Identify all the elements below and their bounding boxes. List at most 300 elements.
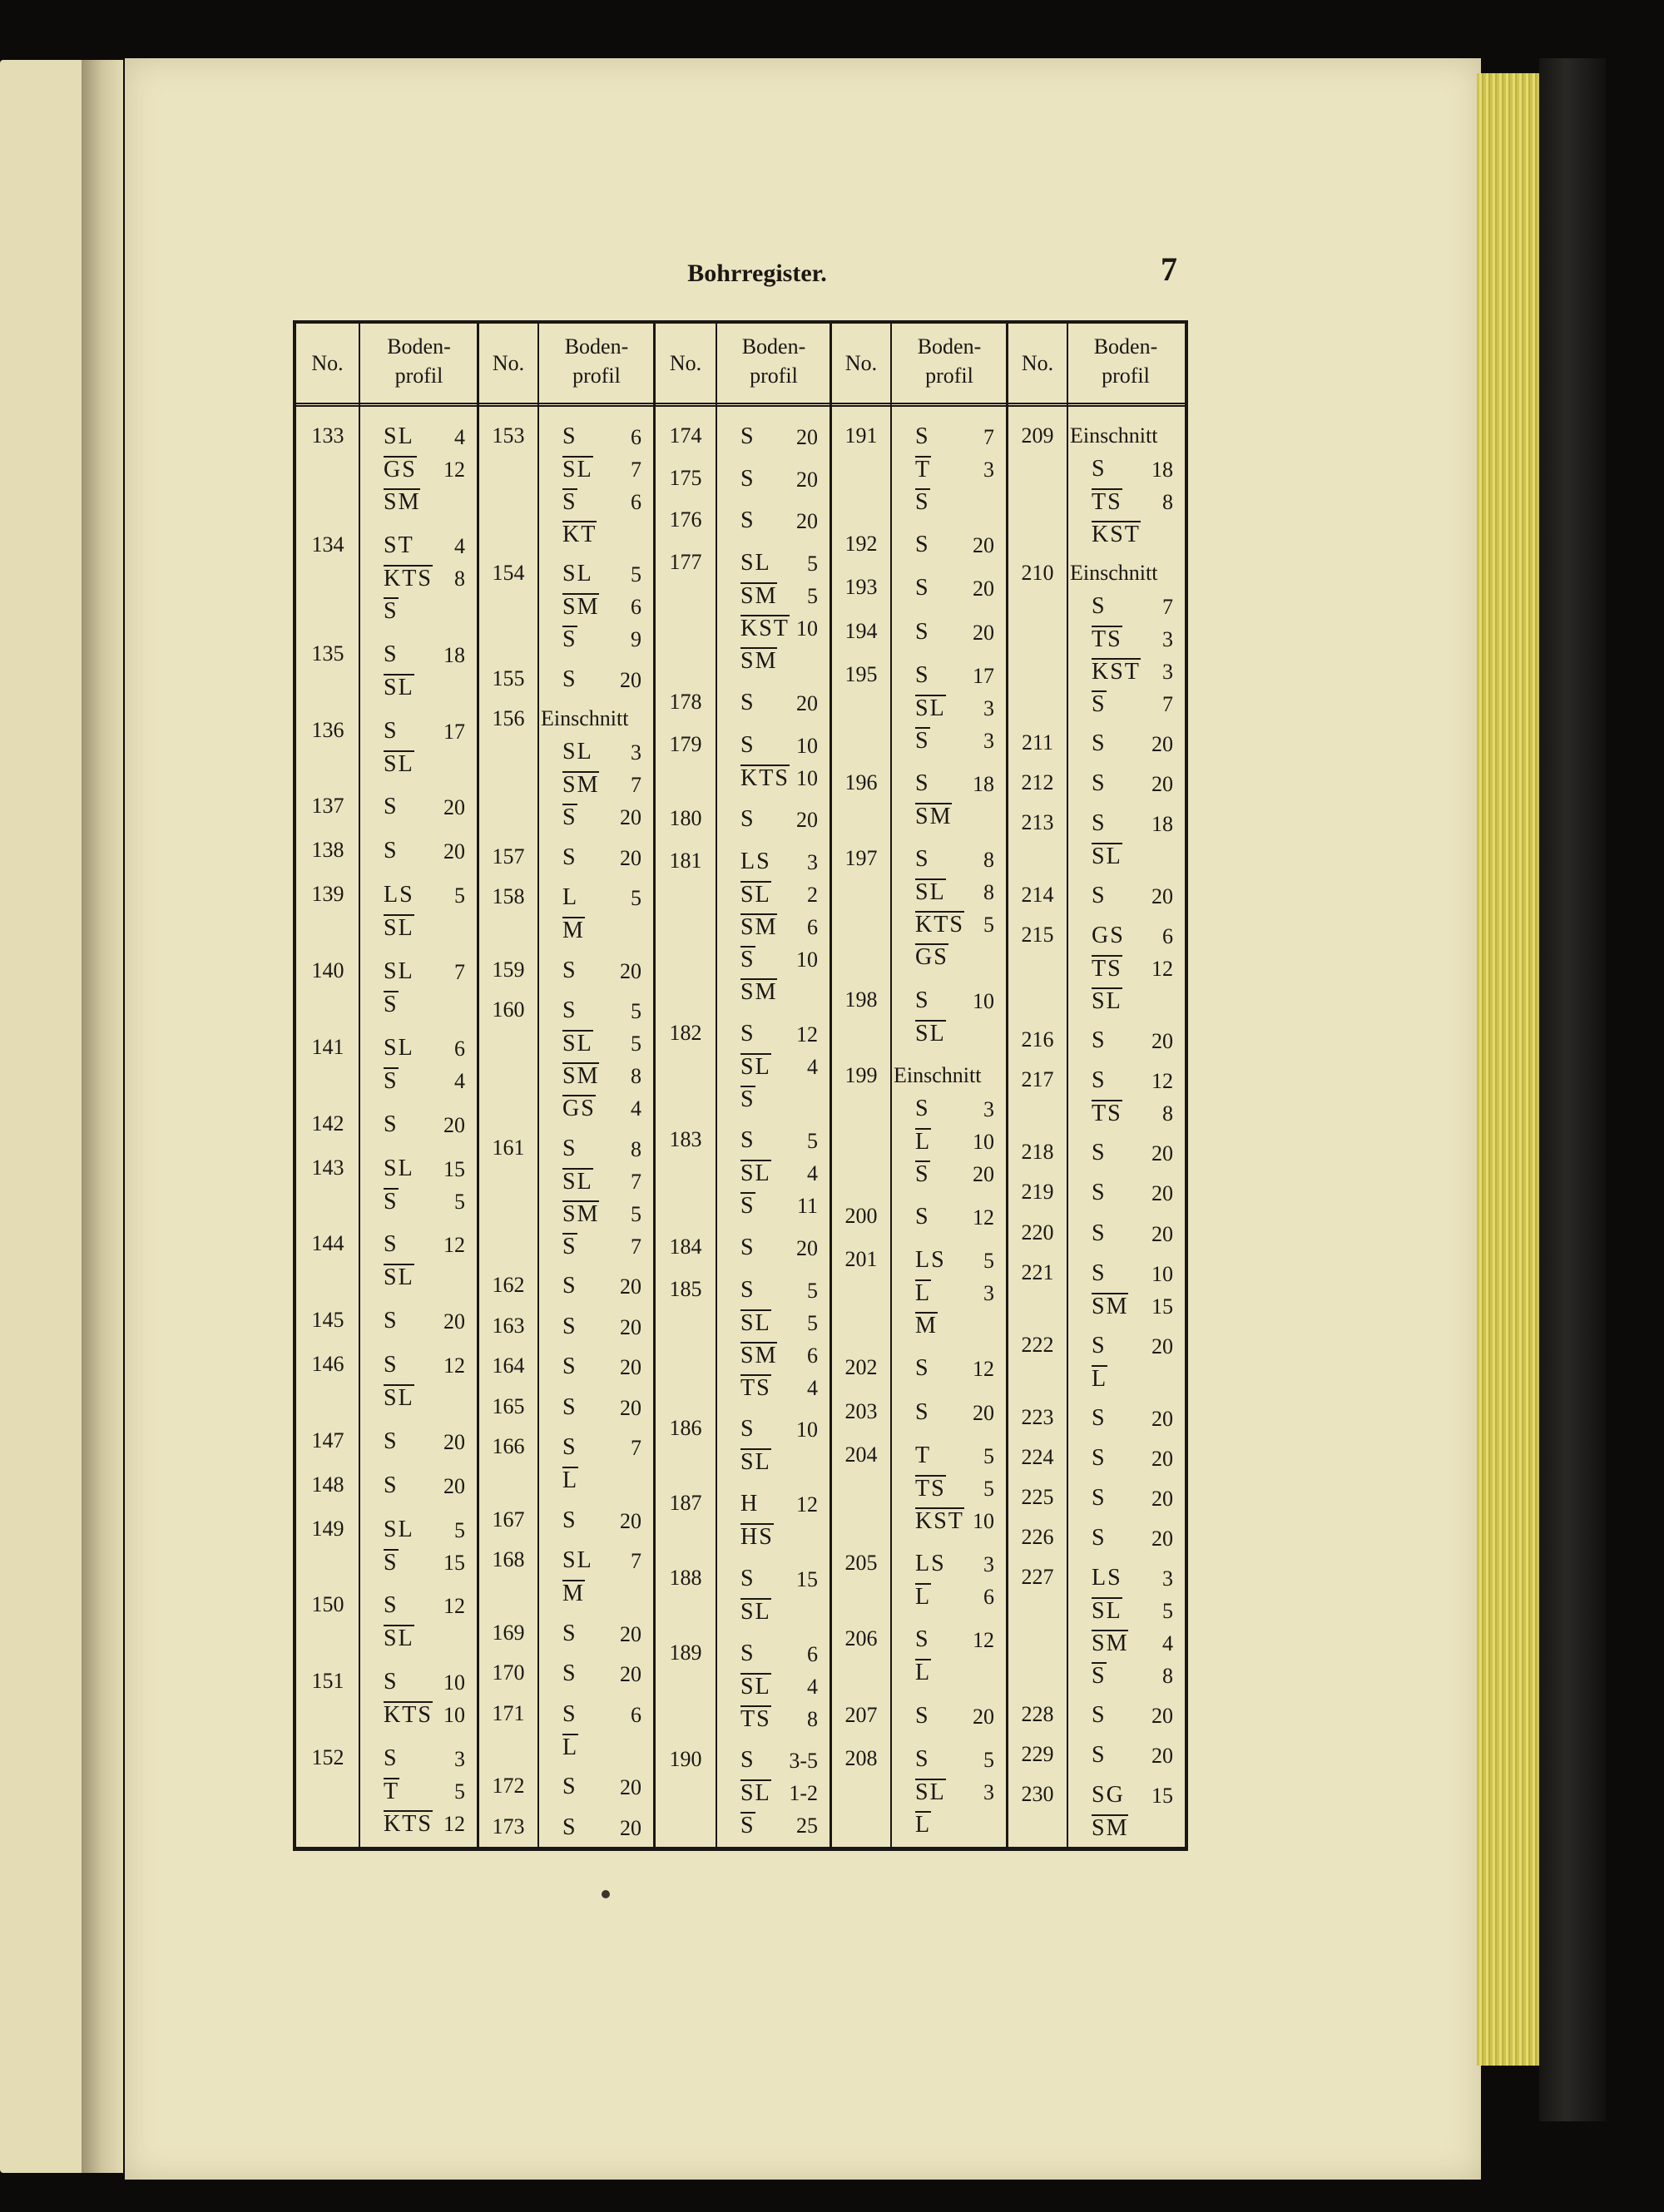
soil-symbol: M: [562, 1581, 585, 1607]
layer-thickness: 5: [631, 1032, 641, 1057]
soil-symbol: SL: [384, 1155, 414, 1181]
soil-symbol: LS: [1092, 1564, 1122, 1591]
left-page-edge: [0, 60, 83, 2173]
layer-thickness: 3: [983, 1096, 994, 1121]
soil-symbol: S: [384, 1592, 399, 1619]
soil-symbol: S: [384, 1669, 399, 1695]
layer-thickness: 20: [443, 795, 465, 820]
layer-thickness: 8: [1162, 1663, 1173, 1688]
boring-number: 218: [1021, 1140, 1054, 1165]
soil-symbol: L: [562, 1467, 579, 1494]
layer-thickness: 10: [973, 988, 994, 1013]
soil-symbol: SL: [562, 1547, 593, 1574]
layer-thickness: 7: [983, 425, 994, 449]
layer-thickness: 20: [1151, 732, 1173, 757]
soil-symbol: S: [915, 661, 930, 688]
soil-symbol: SL: [740, 1160, 771, 1187]
layer-thickness: 5: [454, 1517, 465, 1542]
layer-thickness: 10: [796, 733, 818, 758]
profile-note: Einschnitt: [1070, 423, 1158, 448]
layer-thickness: 20: [620, 1775, 641, 1800]
layer-thickness: 3: [983, 728, 994, 753]
soil-symbol: S: [384, 1549, 399, 1576]
soil-symbol: S: [915, 1095, 930, 1121]
layer-thickness: 5: [807, 552, 818, 577]
soil-symbol: S: [562, 1434, 577, 1461]
soil-symbol: S: [562, 1660, 577, 1687]
layer-thickness: 5: [1162, 1598, 1173, 1623]
soil-symbol: TS: [740, 1705, 771, 1732]
boring-number: 175: [669, 465, 702, 490]
soil-symbol: S: [740, 1565, 755, 1591]
soil-symbol: SL: [384, 674, 414, 700]
running-head: Bohrregister.: [687, 260, 827, 287]
soil-symbol: SL: [915, 1779, 946, 1805]
soil-symbol: S: [740, 1813, 755, 1839]
boring-number: 142: [311, 1111, 344, 1136]
soil-symbol: SM: [562, 594, 600, 621]
layer-thickness: 20: [620, 1274, 641, 1299]
layer-thickness: 20: [973, 533, 994, 558]
layer-thickness: 5: [454, 1189, 465, 1214]
soil-symbol: S: [1092, 730, 1107, 757]
layer-thickness: 20: [1151, 1526, 1173, 1551]
layer-thickness: 20: [443, 1112, 465, 1137]
layer-thickness: 3-5: [789, 1749, 818, 1774]
soil-symbol: S: [915, 846, 930, 873]
soil-symbol: KST: [1092, 659, 1141, 685]
boring-number: 178: [669, 689, 702, 714]
header-bodenprofil: [890, 332, 1008, 390]
boring-number: 160: [492, 997, 525, 1022]
boring-number: 144: [311, 1231, 344, 1256]
boring-number: 221: [1021, 1259, 1054, 1284]
layer-thickness: 4: [454, 533, 465, 558]
soil-symbol: GS: [915, 944, 948, 971]
bohrregister-table: [293, 320, 1188, 1851]
column-header: [296, 324, 477, 407]
layer-thickness: 3: [983, 1552, 994, 1577]
boring-number: 225: [1021, 1484, 1054, 1509]
boring-number: 183: [669, 1127, 702, 1152]
boring-number: 219: [1021, 1180, 1054, 1205]
boring-number: 138: [311, 838, 344, 863]
layer-thickness: 4: [807, 1161, 818, 1186]
layer-thickness: 8: [1162, 1101, 1173, 1126]
soil-symbol: SM: [1092, 1293, 1129, 1319]
header-bodenprofil: [1067, 332, 1185, 390]
layer-thickness: 20: [796, 467, 818, 492]
layer-thickness: 20: [620, 667, 641, 692]
soil-symbol: L: [915, 1280, 932, 1307]
soil-symbol: S: [562, 1393, 577, 1420]
soil-symbol: SM: [1092, 1630, 1129, 1656]
column-separator: [716, 324, 717, 1847]
soil-symbol: SM: [562, 1063, 600, 1090]
soil-symbol: S: [915, 532, 930, 558]
layer-thickness: 20: [1151, 1406, 1173, 1431]
soil-symbol: SL: [384, 1385, 414, 1412]
soil-symbol: S: [562, 1814, 577, 1840]
soil-symbol: SM: [1092, 1814, 1129, 1841]
layer-thickness: 15: [443, 1550, 465, 1575]
soil-symbol: S: [1092, 1701, 1107, 1728]
layer-thickness: 3: [983, 695, 994, 720]
soil-symbol: S: [1092, 1067, 1107, 1094]
layer-thickness: 4: [807, 1375, 818, 1400]
header-bodenprofil-line1: Boden-: [741, 334, 806, 359]
layer-thickness: 10: [973, 1129, 994, 1154]
layer-thickness: 20: [620, 1508, 641, 1533]
boring-number: 196: [844, 770, 878, 795]
soil-symbol: S: [915, 1398, 930, 1425]
header-bodenprofil-line1: Boden-: [917, 334, 982, 359]
soil-symbol: T: [384, 1779, 400, 1805]
soil-symbol: SM: [740, 978, 778, 1005]
boring-number: 199: [844, 1062, 878, 1087]
soil-symbol: S: [915, 1626, 930, 1653]
layer-thickness: 10: [796, 947, 818, 972]
boring-number: 143: [311, 1155, 344, 1180]
layer-thickness: 5: [983, 1476, 994, 1501]
soil-symbol: SL: [915, 879, 946, 906]
header-bodenprofil-line1: Boden-: [1093, 334, 1158, 359]
boring-number: 194: [844, 618, 878, 643]
soil-symbol: KST: [1092, 522, 1141, 547]
column-separator: [537, 324, 539, 1847]
layer-thickness: 18: [1151, 458, 1173, 482]
soil-symbol: S: [1092, 770, 1107, 797]
boring-number: 135: [311, 641, 344, 666]
boring-number: 202: [844, 1355, 878, 1380]
soil-symbol: S: [1092, 1220, 1107, 1246]
column-separator: [890, 324, 892, 1847]
soil-symbol: S: [915, 987, 930, 1013]
soil-symbol: SL: [384, 1034, 414, 1061]
layer-thickness: 18: [1151, 812, 1173, 837]
column-group-2: [479, 324, 656, 1847]
column-header: [1008, 324, 1185, 407]
soil-symbol: S: [384, 641, 399, 667]
layer-thickness: 12: [443, 1594, 465, 1619]
layer-thickness: 12: [796, 1022, 818, 1047]
soil-symbol: TS: [1092, 626, 1122, 653]
soil-symbol: S: [562, 666, 577, 692]
soil-symbol: S: [562, 1353, 577, 1380]
boring-number: 162: [492, 1273, 525, 1298]
soil-symbol: KTS: [384, 1811, 433, 1838]
boring-number: 165: [492, 1393, 525, 1418]
boring-number: 210: [1021, 561, 1054, 586]
soil-symbol: S: [1092, 456, 1107, 482]
soil-symbol: TS: [915, 1475, 946, 1502]
layer-thickness: 20: [620, 1815, 641, 1840]
soil-symbol: SM: [740, 913, 778, 940]
layer-thickness: 5: [983, 1249, 994, 1274]
boring-number: 188: [669, 1565, 702, 1590]
layer-thickness: 8: [631, 1064, 641, 1089]
layer-thickness: 10: [796, 616, 818, 641]
soil-symbol: S: [915, 1355, 930, 1382]
boring-number: 184: [669, 1235, 702, 1259]
soil-symbol: S: [915, 618, 930, 645]
soil-symbol: S: [1092, 1259, 1107, 1286]
header-no: No.: [669, 351, 702, 375]
layer-thickness: 6: [631, 490, 641, 514]
soil-symbol: T: [915, 457, 932, 482]
boring-number: 148: [311, 1472, 344, 1497]
layer-thickness: 5: [807, 1310, 818, 1335]
soil-symbol: L: [915, 1811, 932, 1838]
soil-symbol: S: [740, 423, 755, 449]
layer-thickness: 11: [796, 1194, 818, 1219]
soil-symbol: SL: [562, 739, 593, 765]
layer-thickness: 20: [620, 1662, 641, 1687]
boring-number: 211: [1021, 730, 1054, 755]
boring-number: 169: [492, 1620, 525, 1645]
header-no: No.: [1021, 351, 1054, 375]
soil-symbol: S: [384, 794, 399, 820]
soil-symbol: SL: [740, 1673, 771, 1700]
soil-symbol: SM: [915, 804, 953, 830]
layer-thickness: 3: [983, 1779, 994, 1804]
soil-symbol: S: [384, 717, 399, 744]
layer-thickness: 5: [983, 913, 994, 938]
column-separator: [1067, 324, 1068, 1847]
soil-symbol: GS: [562, 1096, 596, 1122]
layer-thickness: 15: [1151, 1294, 1173, 1319]
layer-thickness: 20: [620, 1621, 641, 1646]
boring-number: 176: [669, 507, 702, 532]
layer-thickness: 7: [1162, 595, 1173, 620]
layer-thickness: 4: [631, 1096, 641, 1121]
layer-thickness: 20: [796, 1236, 818, 1261]
soil-symbol: SL: [384, 750, 414, 777]
boring-number: 180: [669, 806, 702, 831]
layer-thickness: 20: [973, 620, 994, 645]
column-header: [832, 324, 1006, 407]
layer-thickness: 1-2: [789, 1781, 818, 1806]
soil-symbol: SL: [384, 1264, 414, 1291]
soil-symbol: TS: [1092, 1101, 1122, 1127]
layer-thickness: 20: [796, 509, 818, 534]
layer-thickness: 10: [796, 765, 818, 790]
profile-note: Einschnitt: [894, 1062, 982, 1087]
boring-number: 167: [492, 1507, 525, 1532]
layer-thickness: 8: [807, 1706, 818, 1731]
layer-thickness: 20: [620, 1395, 641, 1420]
boring-number: 186: [669, 1416, 702, 1441]
header-bodenprofil-line2: profil: [394, 364, 443, 388]
soil-symbol: S: [384, 1111, 399, 1137]
soil-symbol: S: [562, 844, 577, 870]
soil-symbol: SL: [384, 423, 414, 449]
boring-number: 155: [492, 666, 525, 690]
soil-symbol: S: [562, 489, 577, 515]
boring-number: 166: [492, 1434, 525, 1459]
layer-thickness: 20: [1151, 1446, 1173, 1471]
soil-symbol: L: [1092, 1365, 1108, 1392]
header-no: No.: [844, 351, 878, 375]
layer-thickness: 10: [443, 1703, 465, 1728]
layer-thickness: 3: [1162, 1566, 1173, 1591]
boring-number: 152: [311, 1745, 344, 1770]
soil-symbol: S: [915, 1745, 930, 1772]
soil-symbol: SL: [1092, 844, 1122, 870]
soil-symbol: SL: [562, 1168, 593, 1195]
boring-number: 207: [844, 1702, 878, 1727]
soil-symbol: S: [1092, 1741, 1107, 1768]
soil-symbol: S: [740, 465, 755, 492]
layer-thickness: 5: [631, 999, 641, 1024]
layer-thickness: 20: [1151, 1181, 1173, 1206]
boring-number: 163: [492, 1313, 525, 1338]
boring-number: 190: [669, 1747, 702, 1772]
layer-thickness: 7: [631, 1549, 641, 1574]
soil-symbol: T: [915, 1442, 932, 1468]
layer-thickness: 17: [973, 663, 994, 688]
boring-number: 200: [844, 1204, 878, 1228]
header-no: No.: [311, 351, 344, 375]
layer-thickness: 20: [1151, 1221, 1173, 1246]
soil-symbol: S: [740, 1640, 755, 1666]
layer-thickness: 12: [973, 1205, 994, 1230]
soil-symbol: S: [562, 1507, 577, 1533]
layer-thickness: 10: [973, 1508, 994, 1533]
soil-symbol: SL: [1092, 988, 1122, 1015]
boring-number: 185: [669, 1276, 702, 1301]
layer-thickness: 12: [443, 458, 465, 482]
soil-symbol: S: [562, 1700, 577, 1727]
boring-number: 177: [669, 550, 702, 575]
soil-symbol: S: [384, 1745, 399, 1772]
soil-symbol: SL: [740, 550, 771, 577]
soil-symbol: L: [915, 1128, 932, 1155]
boring-number: 230: [1021, 1781, 1054, 1806]
soil-symbol: S: [562, 626, 577, 653]
layer-thickness: 20: [1151, 1703, 1173, 1728]
soil-symbol: S: [915, 727, 930, 754]
boring-number: 159: [492, 957, 525, 982]
layer-thickness: 7: [454, 959, 465, 984]
soil-symbol: SG: [1092, 1781, 1125, 1808]
layer-thickness: 20: [620, 1355, 641, 1380]
soil-symbol: SM: [740, 1342, 778, 1368]
soil-symbol: KTS: [384, 565, 433, 591]
boring-number: 222: [1021, 1332, 1054, 1357]
boring-number: 146: [311, 1352, 344, 1377]
soil-symbol: S: [562, 957, 577, 983]
soil-symbol: S: [384, 991, 399, 1017]
soil-symbol: KST: [740, 616, 790, 642]
soil-symbol: SM: [740, 648, 778, 675]
soil-symbol: SM: [384, 489, 421, 515]
soil-symbol: SL: [384, 1626, 414, 1652]
soil-symbol: S: [384, 1428, 399, 1454]
soil-symbol: S: [740, 1235, 755, 1261]
soil-symbol: SL: [562, 1031, 593, 1057]
boring-number: 137: [311, 794, 344, 819]
boring-number: 133: [311, 423, 344, 448]
soil-symbol: M: [915, 1313, 938, 1339]
layer-thickness: 10: [443, 1670, 465, 1695]
boring-number: 170: [492, 1660, 525, 1685]
boring-number: 161: [492, 1135, 525, 1160]
layer-thickness: 15: [1151, 1783, 1173, 1808]
layer-thickness: 6: [1162, 924, 1173, 949]
soil-symbol: H: [740, 1491, 760, 1517]
header-bodenprofil-line1: Boden-: [387, 334, 451, 359]
soil-symbol: S: [384, 1231, 399, 1258]
soil-symbol: SL: [562, 457, 593, 482]
profile-note: Einschnitt: [1070, 561, 1158, 586]
soil-symbol: S: [740, 731, 755, 758]
layer-thickness: 3: [983, 1281, 994, 1306]
soil-symbol: KTS: [740, 765, 790, 791]
soil-symbol: S: [740, 1416, 755, 1443]
soil-symbol: S: [740, 689, 755, 715]
layer-thickness: 12: [443, 1233, 465, 1258]
header-bodenprofil-line1: Boden-: [564, 334, 629, 359]
layer-thickness: 5: [807, 1129, 818, 1154]
soil-symbol: SL: [740, 881, 771, 908]
soil-symbol: S: [1092, 810, 1107, 837]
layer-thickness: 25: [796, 1814, 818, 1838]
layer-thickness: 20: [620, 958, 641, 983]
layer-thickness: 20: [796, 808, 818, 833]
soil-symbol: S: [1092, 1027, 1107, 1054]
boring-number: 204: [844, 1442, 878, 1467]
layer-thickness: 17: [443, 719, 465, 744]
soil-symbol: S: [562, 1233, 577, 1259]
soil-symbol: S: [562, 804, 577, 831]
layer-thickness: 7: [631, 458, 641, 482]
soil-symbol: TS: [1092, 489, 1122, 515]
layer-thickness: 20: [1151, 1141, 1173, 1166]
boring-number: 191: [844, 423, 878, 448]
layer-thickness: 7: [631, 773, 641, 798]
soil-symbol: HS: [740, 1524, 774, 1551]
boring-number: 217: [1021, 1067, 1054, 1092]
header-bodenprofil-line2: profil: [750, 364, 798, 388]
boring-number: 174: [669, 423, 702, 448]
soil-symbol: LS: [915, 1551, 946, 1577]
soil-symbol: S: [740, 1747, 755, 1774]
boring-number: 147: [311, 1428, 344, 1452]
boring-number: 139: [311, 882, 344, 907]
soil-symbol: S: [384, 838, 399, 864]
soil-symbol: SM: [562, 772, 600, 799]
soil-symbol: L: [915, 1660, 932, 1686]
boring-number: 189: [669, 1640, 702, 1665]
soil-symbol: GS: [384, 457, 417, 482]
soil-symbol: S: [915, 1702, 930, 1729]
soil-symbol: L: [915, 1584, 932, 1611]
boring-number: 209: [1021, 423, 1054, 448]
soil-symbol: S: [740, 507, 755, 534]
layer-thickness: 6: [807, 914, 818, 939]
layer-thickness: 5: [631, 562, 641, 587]
soil-symbol: S: [1092, 883, 1107, 909]
page-edges: [1477, 73, 1539, 2066]
soil-symbol: LS: [740, 848, 771, 874]
soil-symbol: S: [562, 1313, 577, 1339]
boring-number: 134: [311, 532, 344, 557]
layer-thickness: 15: [443, 1156, 465, 1181]
header-bodenprofil-line2: profil: [925, 364, 973, 388]
soil-symbol: SL: [740, 1780, 771, 1807]
header-bodenprofil-line2: profil: [572, 364, 621, 388]
